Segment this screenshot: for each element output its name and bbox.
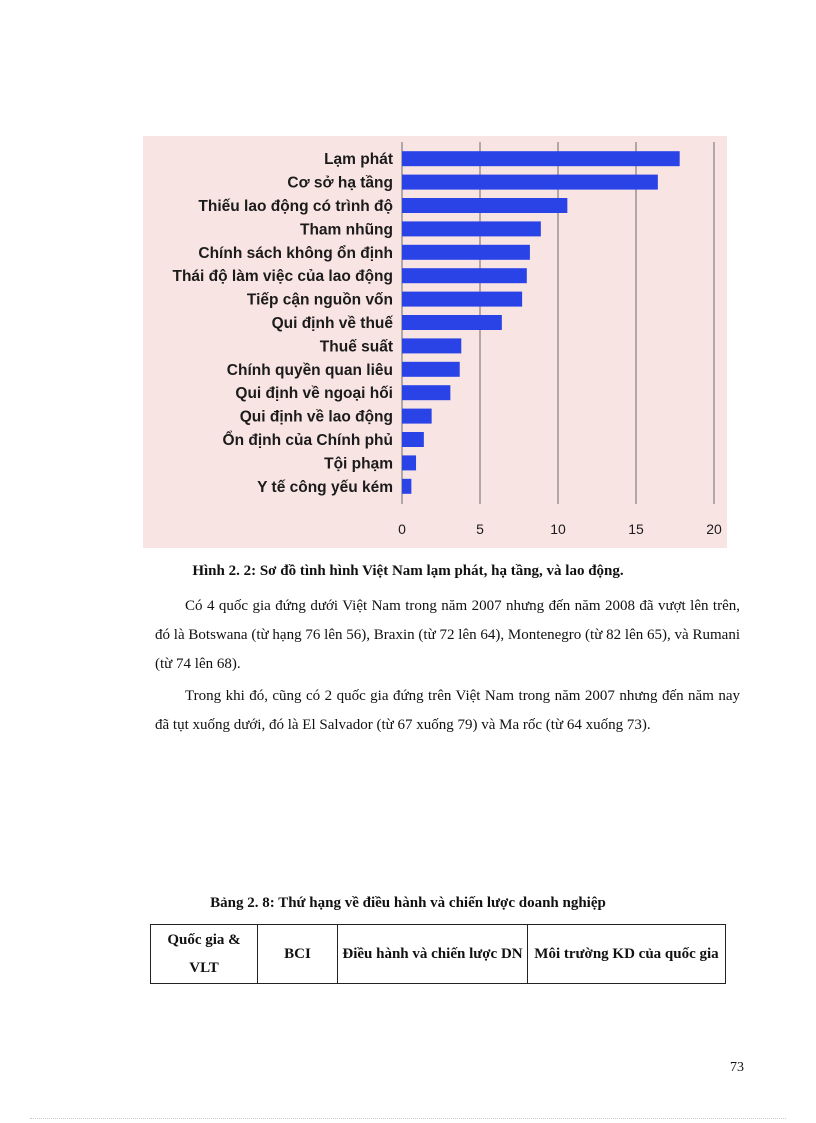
- bar-chart: [143, 136, 727, 548]
- bar-11: [402, 409, 432, 424]
- header-environment: Môi trường KD của quốc gia: [528, 925, 726, 984]
- bar-5: [402, 268, 527, 283]
- bar-13: [402, 455, 416, 470]
- figure-caption: Hình 2. 2: Sơ đồ tình hình Việt Nam lạm phát, hạ tầng, và lao động.: [192, 563, 624, 579]
- paragraph-2: Trong khi đó, cũng có 2 quốc gia đứng trên Việt Nam trong năm 2007 nhưng đến năm nay đã tụt xuống dưới, đó là El Salvador (từ 67 xuống 79) và Ma rốc (từ 64 xuống 73).: [155, 688, 740, 733]
- category-label-12: Ổn định của Chính phủ: [222, 432, 393, 449]
- bar-0: [402, 151, 680, 166]
- ranking-table: [150, 924, 726, 984]
- category-label-6: Tiếp cận nguồn vốn: [246, 291, 393, 309]
- header-country: Quốc gia & VLT: [151, 925, 258, 984]
- category-label-0: Lạm phát: [324, 151, 393, 169]
- bar-2: [402, 198, 567, 213]
- bar-10: [402, 385, 450, 400]
- chart-svg: [143, 136, 727, 548]
- category-label-1: Cơ sở hạ tầng: [287, 174, 393, 192]
- bar-9: [402, 362, 460, 377]
- table-caption: Bảng 2. 8: Thứ hạng về điều hành và chiến lược doanh nghiệp: [210, 895, 606, 911]
- paragraph-1: Có 4 quốc gia đứng dưới Việt Nam trong năm 2007 nhưng đến năm 2008 đã vượt lên trên, đó là Botswana (từ hạng 76 lên 56), Braxin (từ 72 lên 64), Montenegro (từ 82 lên 65), và Rumani (từ 74 lên 68).: [155, 598, 740, 672]
- bar-6: [402, 292, 522, 307]
- category-label-8: Thuế suất: [319, 338, 393, 356]
- bar-12: [402, 432, 424, 447]
- category-label-10: Qui định về ngoại hối: [235, 385, 393, 403]
- bar-1: [402, 175, 658, 190]
- category-label-3: Tham nhũng: [300, 221, 393, 239]
- x-tick-label-0: 0: [398, 521, 406, 537]
- category-label-11: Qui định về lao động: [239, 408, 393, 426]
- x-tick-label-1: 5: [476, 521, 484, 537]
- bar-3: [402, 221, 541, 236]
- category-label-5: Thái độ làm việc của lao động: [172, 268, 393, 286]
- category-label-14: Y tế công yếu kém: [257, 478, 393, 496]
- bar-7: [402, 315, 502, 330]
- x-tick-label-4: 20: [706, 521, 722, 537]
- page-bottom-rule: [30, 1118, 786, 1119]
- x-tick-label-2: 10: [550, 521, 566, 537]
- page-number: 73: [730, 1060, 744, 1075]
- bar-8: [402, 338, 461, 353]
- table-header-row: [151, 925, 726, 984]
- bar-14: [402, 479, 411, 494]
- bar-4: [402, 245, 530, 260]
- header-strategy: Điều hành và chiến lược DN: [338, 925, 528, 984]
- category-label-7: Qui định về thuế: [271, 315, 393, 332]
- category-label-13: Tội phạm: [324, 455, 393, 473]
- x-tick-label-3: 15: [628, 521, 644, 537]
- header-bci: BCI: [258, 925, 338, 984]
- category-label-9: Chính quyền quan liêu: [226, 361, 393, 379]
- category-label-4: Chính sách không ổn định: [198, 244, 393, 262]
- category-label-2: Thiếu lao động có trình độ: [198, 198, 393, 215]
